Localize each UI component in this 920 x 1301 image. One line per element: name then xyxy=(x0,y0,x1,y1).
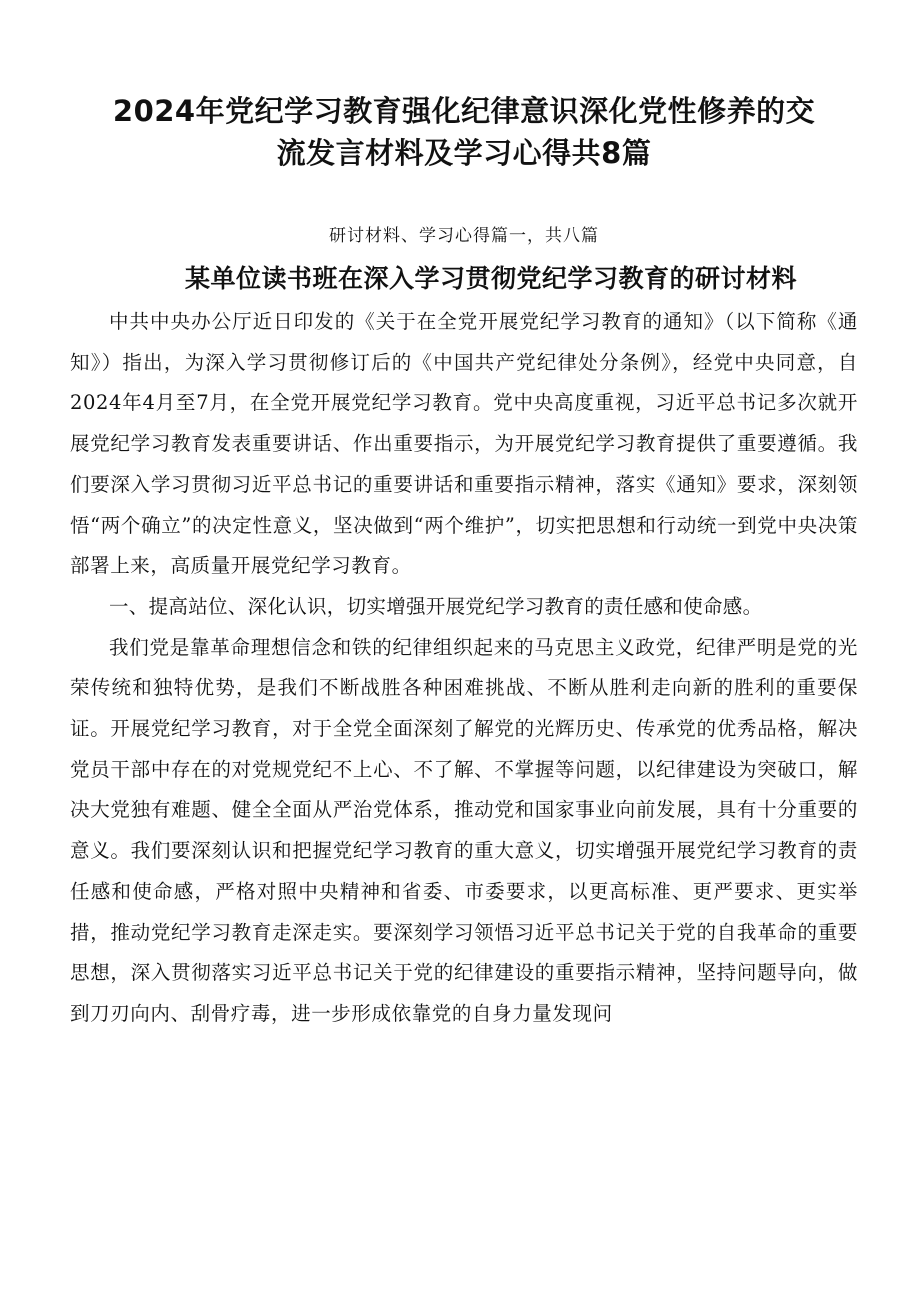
document-title-line-1: 2024年党纪学习教育强化纪律意识深化党性修养的交 xyxy=(112,94,816,128)
body-paragraph-2: 我们党是靠革命理想信念和铁的纪律组织起来的马克思主义政党，纪律严明是党的光荣传统和独特优势，是我们不断战胜各种困难挑战、不断从胜利走向新的胜利的重要保证。开展党纪学习教育，对于全党全面深刻了解党的光辉历史、传承党的优秀品格，解决党员干部中存在的对党规党纪不上心、不了解、不掌握等问题，以纪律建设为突破口，解决大党独有难题、健全全面从严治党体系，推动党和国家事业向前发展，具有十分重要的意义。我们要深刻认识和把握党纪学习教育的重大意义，切实增强开展党纪学习教育的责任感和使命感，严格对照中央精神和省委、市委要求，以更高标准、更严要求、更实举措，推动党纪学习教育走深走实。要深刻学习领悟习近平总书记关于党的自我革命的重要思想，深入贯彻落实习近平总书记关于党的纪律建设的重要指示精神，坚持问题导向，做到刀刃向内、刮骨疗毒，进一步形成依靠党的自身力量发现问 xyxy=(70,635,858,1025)
section-label: 研讨材料、学习心得篇一，共八篇 xyxy=(329,226,599,246)
section-heading-1: 一、提高站位、深化认识，切实增强开展党纪学习教育的责任感和使命感。 xyxy=(109,594,763,618)
document-title xyxy=(70,90,858,174)
body-paragraph-1: 中共中央办公厅近日印发的《关于在全党开展党纪学习教育的通知》（以下简称《通知》）指出，为深入学习贯彻修订后的《中国共产党纪律处分条例》，经党中央同意，自2024年4月至7月，在全党开展党纪学习教育。党中央高度重视，习近平总书记多次就开展党纪学习教育发表重要讲话、作出重要指示，为开展党纪学习教育提供了重要遵循。我们要深入学习贯彻习近平总书记的重要讲话和重要指示精神，落实《通知》要求，深刻领悟“两个确立”的决定性意义，坚决做到“两个维护”，切实把思想和行动统一到党中央决策部署上来，高质量开展党纪学习教育。 xyxy=(70,310,858,578)
article-subtitle: 某单位读书班在深入学习贯彻党纪学习教育的研讨材料 xyxy=(185,264,798,293)
document-title-line-2: 流发言材料及学习心得共8篇 xyxy=(276,136,652,170)
